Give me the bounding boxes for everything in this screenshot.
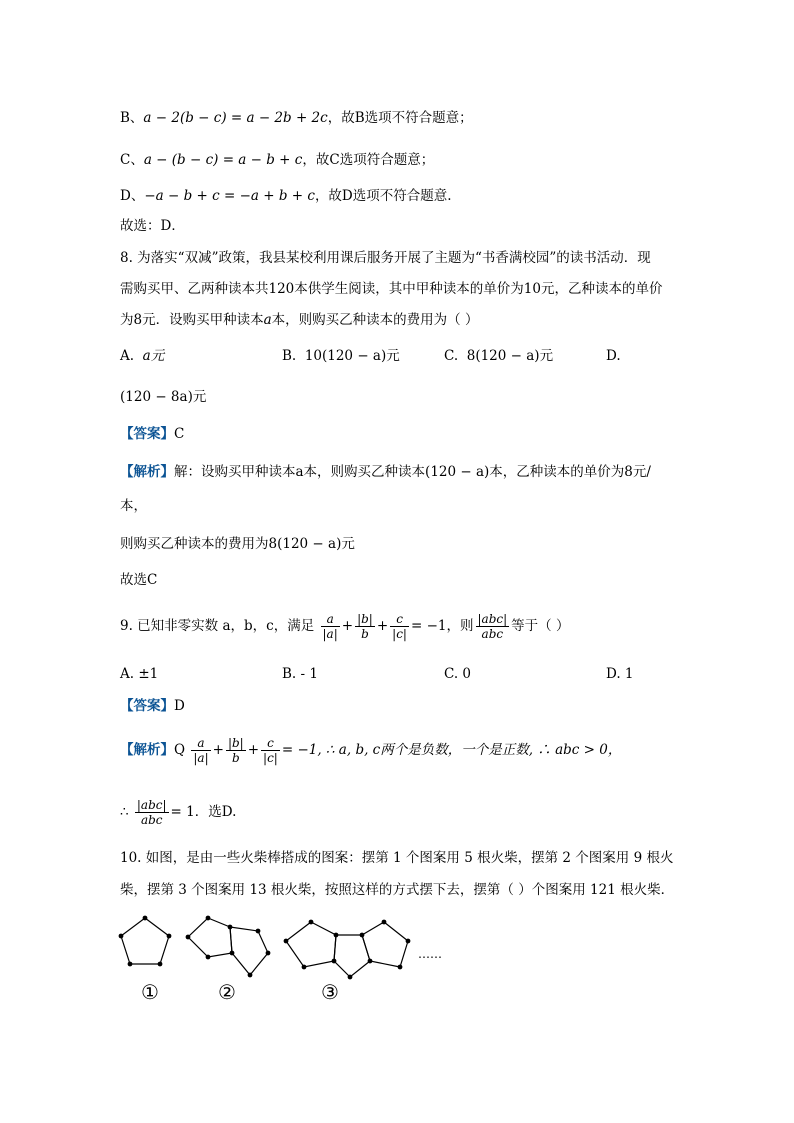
figure-2-label: ② <box>218 980 236 1004</box>
q9-analysis-frac-q-den: abc <box>140 813 163 827</box>
q9-analysis-q: Q <box>174 742 186 758</box>
q7-d-text: ，故D选项不符合题意. <box>314 188 452 204</box>
q9-frac-b <box>355 612 375 641</box>
q9-stem-a: 9. 已知非零实数 a，b，c，满足 <box>120 618 315 634</box>
q9-analysis-tag: 【解析】 <box>120 742 174 758</box>
q9-analysis-frac-b-den: b <box>231 751 240 765</box>
q8-option-c-value: 8(120 − a)元 <box>466 348 554 364</box>
q7-b-expr: a − 2(b − c) = a − 2b + 2c <box>143 110 328 126</box>
figure-2-pentagon-left <box>188 918 232 957</box>
q8-option-a-value: a元 <box>142 348 165 364</box>
q9-frac-a-den: |a| <box>322 627 338 641</box>
q8-option-d-value: (120 − 8a)元 <box>120 389 207 405</box>
q8-analysis-2: 本， <box>120 498 147 514</box>
q9-analysis-frac-q <box>135 798 169 827</box>
q8-option-a-letter: A. <box>120 348 135 364</box>
q9-analysis-2 <box>120 790 236 834</box>
q8-stem-3b: 本，则购买乙种读本的费用为（ ） <box>271 312 479 328</box>
q8-answer-tag: 【答案】 <box>120 426 174 442</box>
q8-stem-1: 8. 为落实“双减”政策，我县某校利用课后服务开展了主题为“书香满校园”的读书活动．现 <box>120 250 651 266</box>
q9-option-a: A. ±1 <box>120 666 159 682</box>
q7-c-expr: a − (b − c) = a − b + c <box>143 152 303 168</box>
q8-analysis-text-1: 解：设购买甲种读本a本，则购买乙种读本(120 − a)本，乙种读本的单价为8元/ <box>174 464 651 480</box>
q7-d-expr: −a − b + c = −a + b + c <box>144 188 315 204</box>
q9-stem-b: ，则 <box>446 618 474 634</box>
q7-line-c <box>120 150 434 170</box>
q9-frac-c-num: c <box>390 612 409 627</box>
q8-stem-2: 需购买甲、乙两种读本共120本供学生阅读，其中甲种读本的单价为10元，乙种读本的单价 <box>120 281 663 297</box>
q9-analysis-frac-q-num: |abc| <box>136 798 167 812</box>
q7-c-text: ，故C选项符合题意； <box>302 152 435 168</box>
q9-frac-q-den: abc <box>481 627 504 641</box>
q9-analysis-frac-c <box>261 736 280 765</box>
figures-ellipsis: …… <box>418 947 442 961</box>
q9-analysis-therefore: ∴ <box>120 804 129 820</box>
q9-frac-c-den: |c| <box>392 627 407 641</box>
q9-analysis-result: = 1．选D. <box>170 804 237 820</box>
q9-analysis-frac-b-num: |b| <box>227 736 244 750</box>
q9-option-d: D. 1 <box>606 666 634 682</box>
q7-choice: 故选：D． <box>120 218 185 234</box>
q7-line-d <box>120 186 452 206</box>
q9-frac-q-num: |abc| <box>477 612 508 626</box>
q8-analysis-tag: 【解析】 <box>120 464 174 480</box>
q9-frac-b-num: |b| <box>357 612 373 626</box>
q8-option-a <box>120 346 164 366</box>
q9-answer-tag: 【答案】 <box>120 698 174 714</box>
figure-3-label: ③ <box>321 980 339 1004</box>
figure-3-pentagon-left <box>286 922 336 967</box>
q9-option-c: C. 0 <box>444 666 472 682</box>
figure-1-pentagon <box>121 918 169 964</box>
q8-option-d-letter: D. <box>606 348 621 364</box>
figure-2-pentagon-right <box>230 927 268 975</box>
q8-stem-3a: 为8元．设购买甲种读本 <box>120 312 264 328</box>
q8-analysis-1 <box>120 462 651 482</box>
q8-option-b-value: 10(120 − a)元 <box>304 348 400 364</box>
q7-c-prefix: C、 <box>120 152 144 168</box>
q8-analysis-3: 则购买乙种读本的费用为8(120 − a)元 <box>120 536 355 552</box>
q10-stem-2: 柴，摆第 3 个图案用 13 根火柴，按照这样的方式摆下去，摆第（ ）个图案用 121 根火柴． <box>120 882 675 898</box>
q9-frac-b-den: b <box>361 627 369 641</box>
q7-line-b <box>120 108 473 128</box>
q8-answer <box>120 424 184 444</box>
q9-stem: 9. 已知非零实数 a，b，c，满足 $\frac{a}{|a|}$ + $\frac{|b|}{b}$ + $\frac{c}{|c|}$ = −1，则 $\frac{\text{|abc|}}{\text{abc}}$ 等于（ ） <box>120 612 570 641</box>
q9-analysis-frac-a <box>191 736 210 765</box>
q9-analysis-mid: = −1, ∴ a, b, c两个是负数，一个是正数, ∴ abc > 0， <box>281 742 622 758</box>
q8-choice: 故选C <box>120 572 158 588</box>
q9-analysis-frac-c-den: |c| <box>263 751 278 765</box>
q7-b-text: ，故B选项不符合题意； <box>327 110 473 126</box>
q9-stem-c: 等于（ ） <box>511 618 570 634</box>
figure-1-label: ① <box>141 980 159 1004</box>
q9-option-b: B. - 1 <box>282 666 318 682</box>
q9-analysis-1: 【解析】Q $\frac{a}{|a|}$ + $\frac{|b|}{b}$ + $\frac{c}{|c|}$ = −1, ∴ a, b, c两个是负数，一个是正数, ∴ abc > 0， <box>120 736 622 765</box>
q7-b-prefix: B、 <box>120 110 144 126</box>
q9-analysis-frac-b <box>226 736 246 765</box>
q8-stem-3 <box>120 310 478 330</box>
q10-stem-1: 10. 如图，是由一些火柴棒搭成的图案：摆第 1 个图案用 5 根火柴，摆第 2 个图案用 9 根火 <box>120 850 674 866</box>
q9-answer-value: D <box>174 698 185 714</box>
q8-option-b-letter: B. <box>282 348 297 364</box>
q9-frac-c <box>390 612 409 641</box>
q9-analysis-frac-a-num: a <box>191 736 210 751</box>
matchstick-figures <box>100 905 460 985</box>
q9-frac-a <box>321 612 340 641</box>
q9-stem-eq: = −1 <box>410 618 447 634</box>
q8-option-c <box>444 346 553 366</box>
q9-frac-a-num: a <box>321 612 340 627</box>
q8-stem-var: a <box>263 312 272 328</box>
q7-d-prefix: D、 <box>120 188 145 204</box>
q9-frac-q <box>476 612 510 641</box>
q8-answer-value: C <box>174 426 185 442</box>
q8-option-c-letter: C. <box>444 348 459 364</box>
q8-option-b <box>282 346 400 366</box>
q9-analysis-frac-a-den: |a| <box>193 751 209 765</box>
q9-analysis-frac-c-num: c <box>261 736 280 751</box>
q9-answer <box>120 696 185 716</box>
figure-3-pentagon-middle <box>334 935 370 977</box>
